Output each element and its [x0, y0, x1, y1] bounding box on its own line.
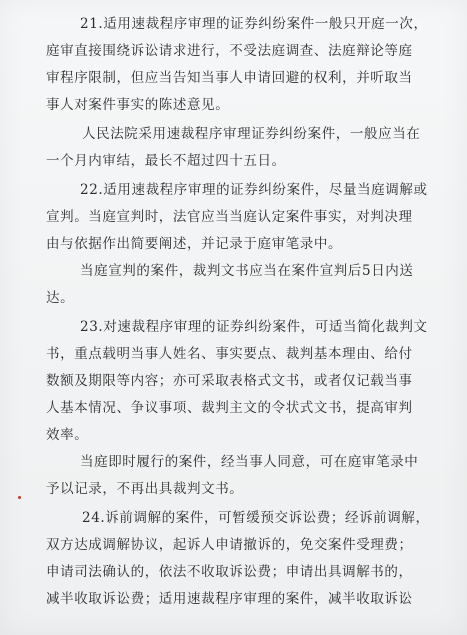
text-line: 效率。: [46, 427, 89, 443]
text-line: 书，重点载明当事人姓名、事实要点、裁判基本理由、给付: [46, 346, 413, 362]
text-line: 减半收取诉讼费；适用速裁程序审理的案件，减半收取诉讼: [46, 591, 413, 607]
text-line: 人基本情况、争议事项、裁判主文的令状式文书，提高审判: [46, 400, 413, 416]
text-line: 一个月内审结，最长不超过四十五日。: [46, 153, 286, 169]
text-line: 事人对案件事实的陈述意见。: [46, 97, 230, 113]
text-line: 审程序限制，但应当告知当事人申请回避的权利，并听取当: [46, 70, 413, 86]
text-line: 22.适用速裁程序审理的证券纠纷案件，尽量当庭调解或: [80, 182, 428, 198]
text-line: 由与依据作出简要阐述，并记录于庭审笔录中。: [46, 236, 343, 252]
text-line: 庭审直接围绕诉讼请求进行，不受法庭调查、法庭辩论等庭: [46, 43, 413, 59]
text-line: 21.适用速裁程序审理的证券纠纷案件一般只开庭一次，: [80, 16, 428, 32]
text-line: 宣判。当庭宣判时，法官应当当庭认定案件事实，对判决理: [46, 209, 413, 225]
text-line: 23.对速裁程序审理的证券纠纷案件，可适当简化裁判文: [80, 319, 428, 335]
text-line: 双方达成调解协议，起诉人申请撤诉的，免交案件受理费；: [46, 537, 413, 553]
red-speck-mark: [18, 496, 21, 499]
text-line: 申请司法确认的，依法不收取诉讼费；申请出具调解书的，: [46, 564, 413, 580]
text-line: 予以记录，不再出具裁判文书。: [46, 481, 244, 497]
text-line: 数额及期限等内容；亦可采取表格式文书，或者仅记载当事: [46, 373, 413, 389]
text-line: 人民法院采用速裁程序审理证券纠纷案件，一般应当在: [82, 126, 421, 142]
text-line: 达。: [46, 290, 75, 306]
text-line: 24.诉前调解的案件，可暂缓预交诉讼费；经诉前调解，: [82, 510, 430, 526]
text-line: 当庭宣判的案件，裁判文书应当在案件宣判后5日内送: [80, 263, 414, 279]
text-line: 当庭即时履行的案件，经当事人同意，可在庭审笔录中: [80, 454, 419, 470]
